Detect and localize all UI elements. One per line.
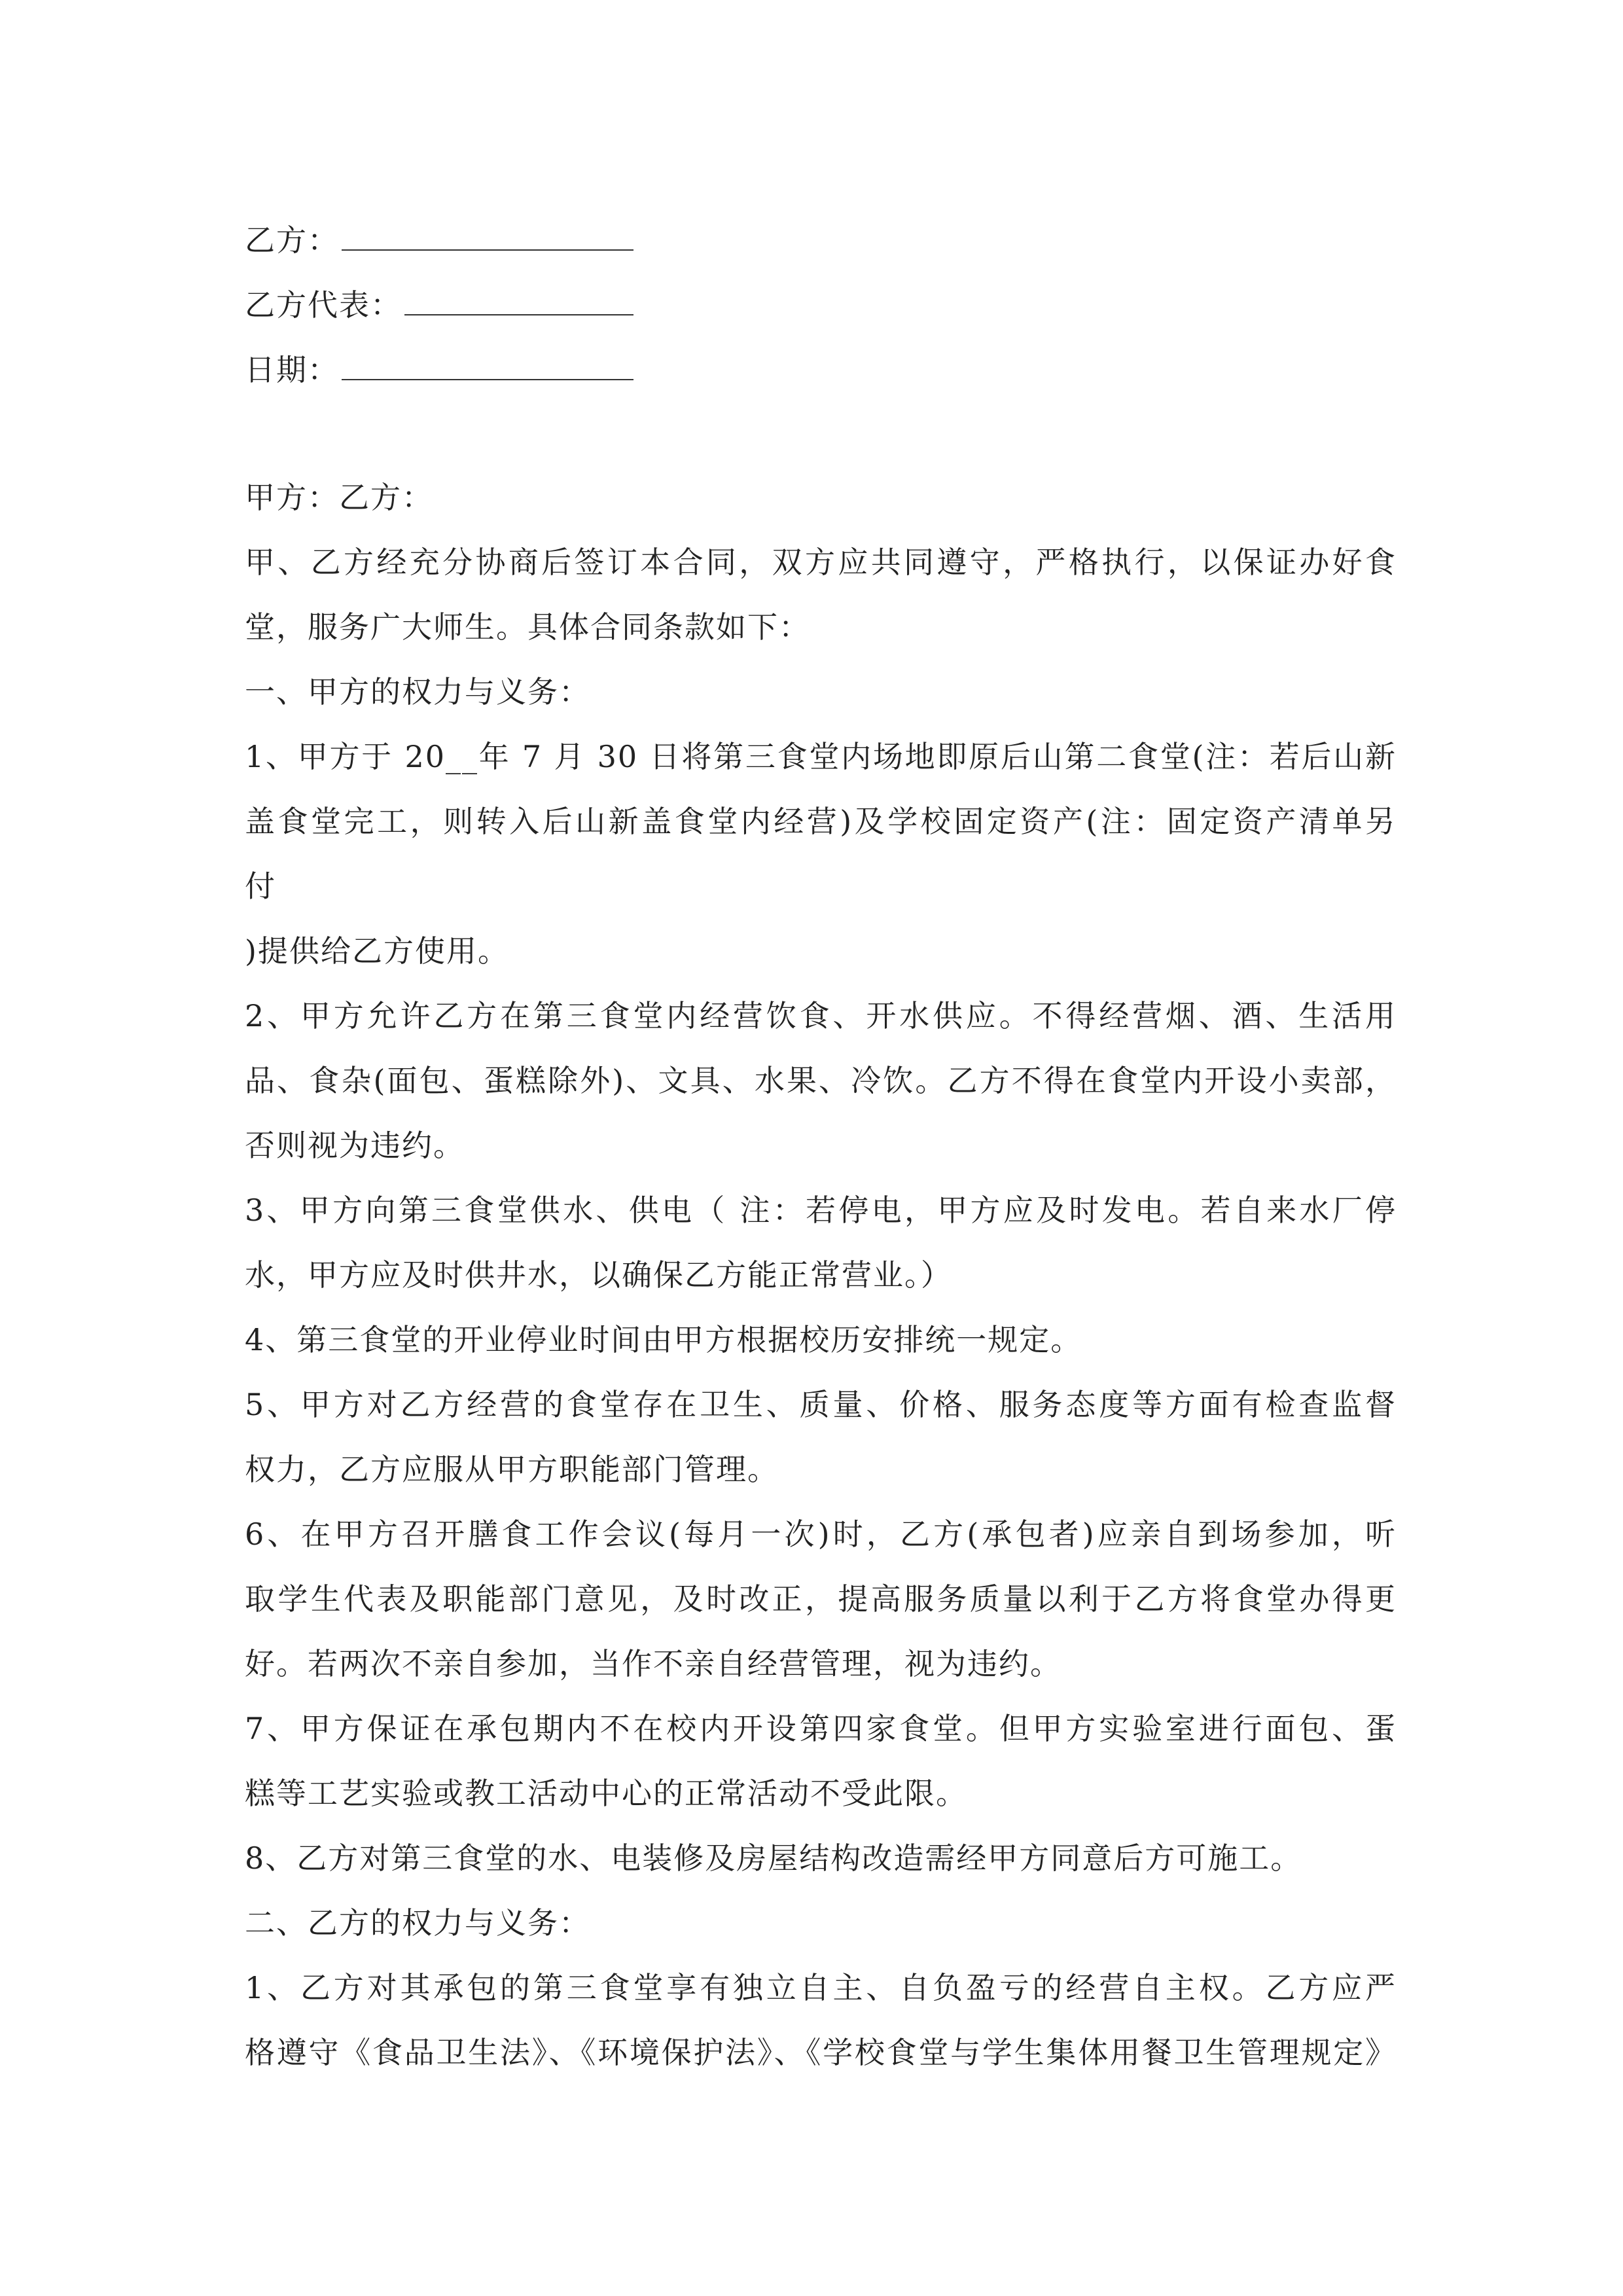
date-signature-line xyxy=(245,338,1397,403)
text-line: 权力，乙方应服从甲方职能部门管理。 xyxy=(245,1452,779,1487)
party-b-label: 乙方： xyxy=(245,223,339,258)
text-line: 5、甲方对乙方经营的食堂存在卫生、质量、价格、服务态度等方面有检查监督 xyxy=(245,1387,1397,1422)
text-line: 6、在甲方召开膳食工作会议(每月一次)时，乙方(承包者)应亲自到场参加，听 xyxy=(245,1516,1397,1552)
party-b-rep-blank xyxy=(404,288,633,315)
section-gap xyxy=(245,403,1397,465)
date-label: 日期： xyxy=(245,352,339,387)
party-b-signature-line xyxy=(245,208,1397,273)
text-line: 水，甲方应及时供井水，以确保乙方能正常营业。） xyxy=(245,1257,952,1293)
party-b-rep-signature-line xyxy=(245,273,1397,338)
text-line: 2、甲方允许乙方在第三食堂内经营饮食、开水供应。不得经营烟、酒、生活用 xyxy=(245,998,1397,1033)
contract-body xyxy=(245,465,1397,2085)
date-blank xyxy=(342,353,633,380)
text-line: 堂，服务广大师生。具体合同条款如下： xyxy=(245,609,810,645)
text-line: 付 xyxy=(245,869,276,904)
text-line: 4、第三食堂的开业停业时间由甲方根据校历安排统一规定。 xyxy=(245,1322,1082,1357)
party-b-blank xyxy=(342,223,633,251)
text-line: 甲方：乙方： xyxy=(245,480,433,515)
text-line: 好。若两次不亲自参加，当作不亲自经营管理，视为违约。 xyxy=(245,1646,1061,1681)
text-line: 一、甲方的权力与义务： xyxy=(245,674,590,709)
text-line: 3、甲方向第三食堂供水、供电（ 注：若停电，甲方应及时发电。若自来水厂停 xyxy=(245,1193,1397,1228)
text-line: 1、乙方对其承包的第三食堂享有独立自主、自负盈亏的经营自主权。乙方应严 xyxy=(245,1970,1397,2005)
text-line: 8、乙方对第三食堂的水、电装修及房屋结构改造需经甲方同意后方可施工。 xyxy=(245,1840,1302,1876)
contract-text xyxy=(245,208,1397,2085)
text-line: 二、乙方的权力与义务： xyxy=(245,1905,590,1941)
text-line: 格遵守《食品卫生法》、《环境保护法》、《学校食堂与学生集体用餐卫生管理规定》 xyxy=(245,2035,1397,2070)
text-line: 7、甲方保证在承包期内不在校内开设第四家食堂。但甲方实验室进行面包、蛋 xyxy=(245,1711,1397,1746)
text-line: 甲、乙方经充分协商后签订本合同，双方应共同遵守，严格执行，以保证办好食 xyxy=(245,545,1397,580)
text-line: 品、食杂(面包、蛋糕除外)、文具、水果、冷饮。乙方不得在食堂内开设小卖部， xyxy=(245,1063,1397,1098)
text-line: 盖食堂完工，则转入后山新盖食堂内经营)及学校固定资产(注：固定资产清单另 xyxy=(245,804,1397,839)
party-b-rep-label: 乙方代表： xyxy=(245,287,402,323)
text-line: 否则视为违约。 xyxy=(245,1128,465,1163)
text-line: 1、甲方于 20__年 7 月 30 日将第三食堂内场地即原后山第二食堂(注：若后山新 xyxy=(245,739,1397,774)
text-line: )提供给乙方使用。 xyxy=(245,933,509,969)
text-line: 取学生代表及职能部门意见，及时改正，提高服务质量以利于乙方将食堂办得更 xyxy=(245,1581,1397,1617)
text-line: 糕等工艺实验或教工活动中心的正常活动不受此限。 xyxy=(245,1776,967,1811)
